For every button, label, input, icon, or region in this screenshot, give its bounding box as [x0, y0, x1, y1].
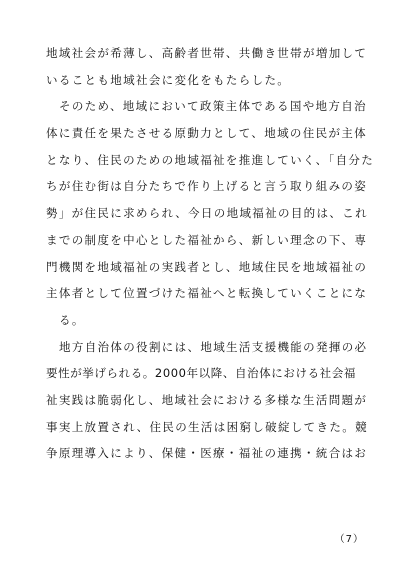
text-line: 祉実践は脆弱化し、地域社会における多様な生活問題が: [46, 392, 368, 407]
text-line: となり、住民のための地域福祉を推進していく、「自分た: [46, 152, 375, 167]
text-line: 地域社会が希薄し、高齢者世帯、共働き世帯が増加して: [46, 46, 368, 60]
text-line: いることも地域社会に変化をもたらした。: [46, 72, 291, 87]
text-line: 争原理導入により、保健・医療・福祉の連携・統合はお: [46, 446, 368, 461]
body-text: [46, 40, 376, 467]
text-line: ちが住む街は自分たちで作り上げると言う取り組みの姿: [46, 179, 368, 194]
text-line: そのため、地域において政策主体である国や地方自治: [59, 99, 367, 114]
text-line: 門機関を地域福祉の実践者とし、地域住民を地域福祉の: [46, 259, 368, 274]
text-line: までの制度を中心とした福祉から、新しい理念の下、専: [46, 232, 368, 247]
text-line: 地方自治体の役割には、地域生活支援機能の発揮の必: [59, 339, 368, 354]
text-line: 主体者として位置づけた福祉へと転換していくことにな: [46, 286, 368, 301]
page-number: （7）: [334, 534, 364, 545]
text-line: 勢」が住民に求められ、今日の地域福祉の目的は、これ: [46, 206, 368, 221]
text-line: 要性が挙げられる。2000年以降、自治体における社会福: [46, 366, 356, 381]
text-line: 事実上放置され、住民の生活は困窮し破綻してきた。競: [46, 419, 368, 434]
text-line: 体に責任を果たさせる原動力として、地域の住民が主体: [46, 126, 368, 141]
text-line: る。: [59, 312, 85, 327]
